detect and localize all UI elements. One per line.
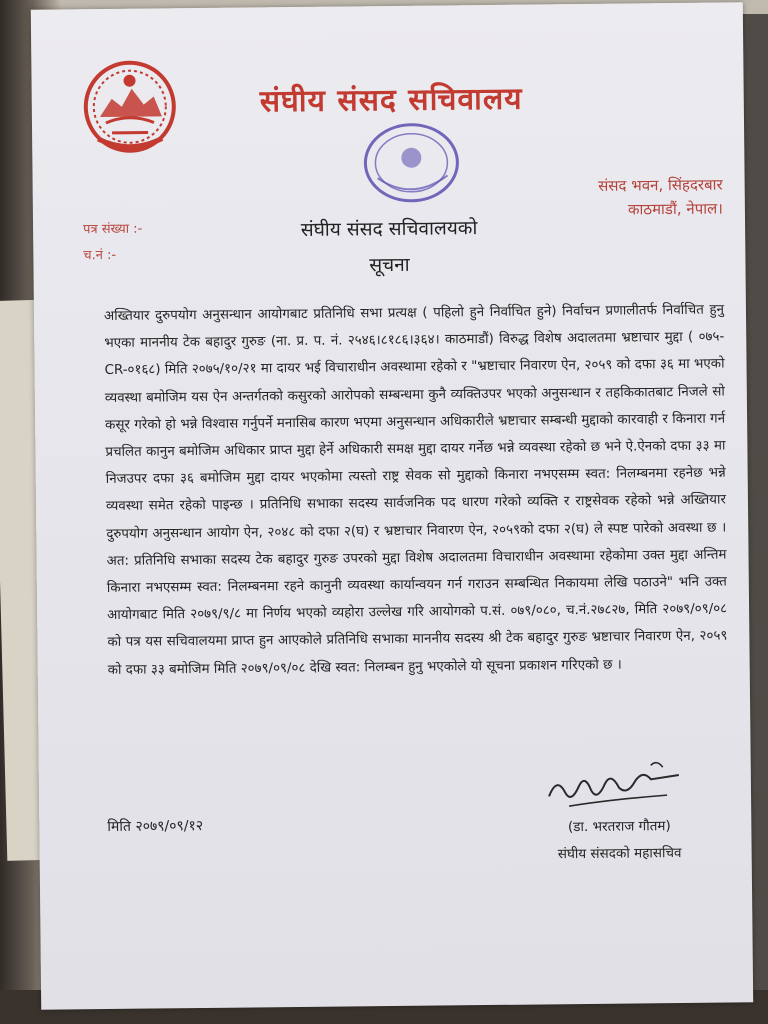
notice-heading-line-2: सूचना bbox=[369, 253, 410, 277]
signatory-block bbox=[529, 813, 710, 869]
signer-name: (डा. भरतराज गौतम) bbox=[567, 818, 671, 836]
letterhead-title: संघीय संसद सचिवालय bbox=[259, 81, 523, 120]
signer-title: संघीय संसदको महासचिव bbox=[557, 844, 682, 863]
address-line-1: संसद भवन, सिंहदरबार bbox=[598, 175, 723, 195]
notice-heading-line-1: संघीय संसद सचिवालयको bbox=[300, 217, 478, 241]
emblem-icon bbox=[81, 58, 178, 155]
letter-number-label: पत्र संख्या :- bbox=[83, 221, 143, 238]
notice-date: मिति २०७९/०९/१२ bbox=[107, 817, 204, 835]
notice-body: अख्तियार दुरुपयोग अनुसन्धान आयोगबाट प्रतिनिधि सभा प्रत्यक्ष ( पहिलो हुने निर्वाचित हुने) निर्वाचन प्रणालीतर्फ निर्वाचित हुनु भएका माननीय टेक बहादुर गुरुङ (ना. प्र. प. नं. २५४६।८१८६।३६४। काठमाडौं) विरुद्ध विशेष अदालतमा भ्रष्टाचार मुद्दा ( ०७५-CR-०१६८) मिति २०७५/१०/२१ मा दायर भई विचाराधीन अवस्थामा रहेको र "भ्रष्टाचार निवारण ऐन, २०५९ को दफा ३६ मा भएको व्यवस्था बमोजिम यस ऐन अन्तर्गतको कसुरको आरोपको सम्बन्धमा कुनै व्यक्तिउपर भएको अनुसन्धान र तहकिकातबाट निजले सो कसूर गरेको हो भन्ने विश्वास गर्नुपर्ने मनासिब कारण भएमा अनुसन्धान अधिकारीले भ्रष्टाचार सम्बन्धी मुद्दाको कारवाही र किनारा गर्न प्रचलित कानुन बमोजिम अधिकार प्राप्त मुद्दा हेर्ने अधिकारी समक्ष मुद्दा दायर गर्नेछ भन्ने व्यवस्था रहेको छ भने ऐ.ऐनको दफा ३३ मा निजउपर दफा ३६ बमोजिम मुद्दा दायर भएकोमा त्यस्तो राष्ट्र सेवक सो मुद्दाको किनारा नभएसम्म स्वत: निलम्बनमा रहनेछ भन्ने व्यवस्था समेत रहेको पाइन्छ । प्रतिनिधि सभाका सदस्य सार्वजनिक पद धारण गरेको व्यक्ति र राष्ट्रसेवक रहेको भन्ने अख्तियार दुरुपयोग अनुसन्धान आयोग ऐन, २०४८ को दफा २(घ) र भ्रष्टाचार निवारण ऐन, २०५९को दफा २(घ) ले स्पष्ट पारेको अवस्था छ । अत: प्रतिनिधि सभाका सदस्य टेक बहादुर गुरुङ उपरको मुद्दा विशेष अदालतमा विचाराधीन अवस्थामा रहेकोमा उक्त मुद्दा अन्तिम किनारा नभएसम्म स्वत: निलम्बनमा रहने कानुनी व्यवस्था कार्यान्वयन गर्न गराउन सम्बन्धित निकायमा लेखि पठाउने" भनि उक्त आयोगबाट मिति २०७९/९/८ मा निर्णय भएको व्यहोरा उल्लेख गरि आयोगको प.सं. ०७९/०८०, च.नं.२७८२७, मिति २०७९/०९/०८ को पत्र यस सचिवालयमा प्राप्त हुन आएकोले प्रतिनिधि सभाका माननीय सदस्य श्री टेक बहादुर गुरुङ भ्रष्टाचार निवारण ऐन, २०५९ को दफा ३३ बमोजिम मिति २०७९/०९/०८ देखि स्वत: निलम्बन हुनु भएकोले यो सूचना प्रकाशन गरिएको छ । bbox=[103, 302, 728, 678]
notice-heading bbox=[33, 207, 746, 286]
notice-paper bbox=[31, 2, 753, 1009]
address-line-2: काठमाडौं, नेपाल। bbox=[627, 199, 723, 219]
dispatch-number-label: च.नं :- bbox=[83, 247, 117, 264]
office-stamp-icon bbox=[357, 117, 466, 208]
signature-icon bbox=[539, 755, 690, 821]
